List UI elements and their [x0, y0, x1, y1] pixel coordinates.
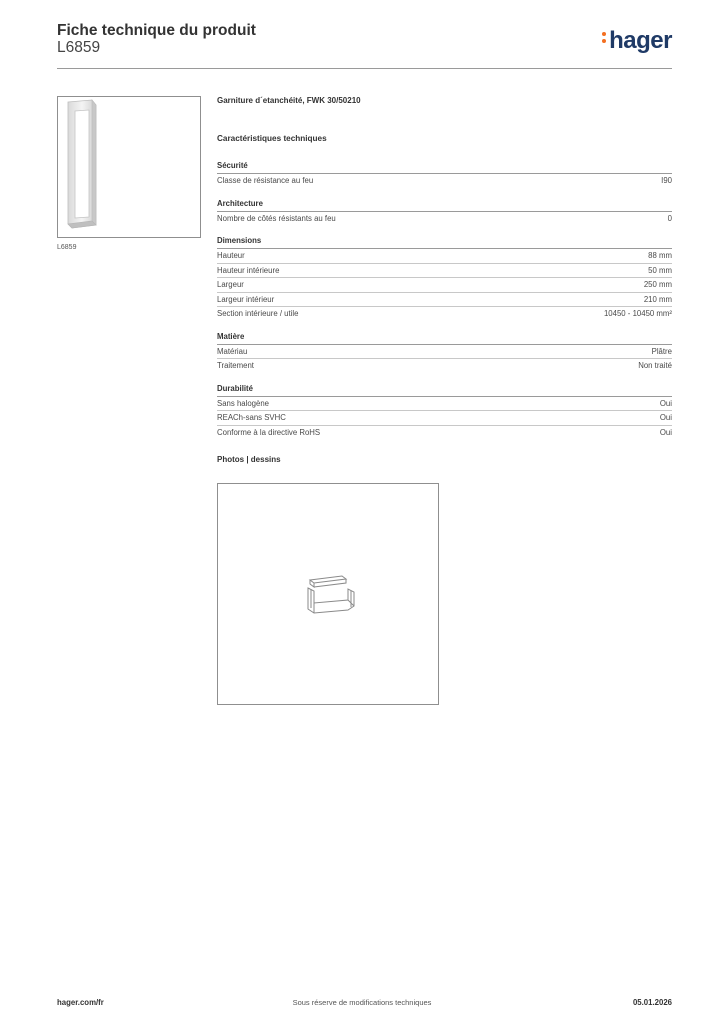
spec-label: REACh-sans SVHC — [217, 413, 286, 422]
spec-row — [217, 411, 672, 426]
footer-date: 05.01.2026 — [632, 998, 672, 1007]
logo-text: hager — [609, 27, 672, 54]
spec-value: Oui — [659, 413, 672, 422]
spec-label: Largeur intérieur — [217, 294, 275, 304]
group-title: Matière — [217, 332, 672, 345]
spec-value: Non traité — [638, 361, 672, 370]
spec-row — [217, 397, 672, 412]
spec-group-matiere — [217, 332, 672, 373]
spec-row — [217, 345, 672, 360]
photos-heading: Photos | dessins — [217, 455, 281, 464]
footer-disclaimer: Sous réserve de modifications techniques — [292, 998, 432, 1007]
spec-row — [217, 293, 672, 308]
hager-logo — [602, 27, 672, 55]
drawing-frame — [217, 483, 439, 705]
section-heading: Caractéristiques techniques — [217, 134, 327, 143]
spec-row — [217, 278, 672, 293]
spec-group-dimensions — [217, 236, 672, 321]
spec-row — [217, 249, 672, 264]
spec-value: Oui — [659, 427, 672, 437]
spec-value: 88 mm — [648, 251, 672, 260]
spec-row — [217, 359, 672, 373]
footer-website: hager.com/fr — [57, 998, 104, 1007]
product-code: L6859 — [57, 39, 101, 56]
spec-label: Nombre de côtés résistants au feu — [217, 213, 336, 223]
spec-label: Conforme à la directive RoHS — [217, 427, 321, 437]
group-title: Dimensions — [217, 236, 672, 249]
spec-row — [217, 264, 672, 279]
spec-label: Hauteur — [217, 251, 245, 260]
header-divider — [57, 68, 672, 69]
spec-row — [217, 426, 672, 440]
product-name: Garniture d´etanchéité, FWK 30/50210 — [217, 96, 361, 105]
spec-value: Plâtre — [651, 346, 672, 356]
spec-row — [217, 307, 672, 321]
specification-content — [217, 93, 672, 464]
spec-group-architecture — [217, 199, 672, 226]
spec-label: Matériau — [217, 346, 248, 356]
spec-row — [217, 174, 672, 188]
spec-row — [217, 212, 672, 226]
spec-value: 50 mm — [648, 265, 672, 275]
logo-dots-icon — [602, 29, 607, 46]
spec-label: Traitement — [217, 361, 254, 370]
spec-label: Sans halogène — [217, 398, 270, 408]
spec-value: Oui — [659, 398, 672, 408]
thumbnail-caption: L6859 — [57, 244, 77, 251]
group-title: Sécurité — [217, 161, 672, 174]
spec-group-securite — [217, 161, 672, 188]
spec-value: 10450 - 10450 mm² — [603, 309, 672, 318]
spec-label: Section intérieure / utile — [217, 309, 299, 318]
frame-seal-image — [58, 97, 200, 237]
spec-group-durabilite — [217, 384, 672, 440]
spec-label: Largeur — [217, 280, 244, 289]
spec-label: Classe de résistance au feu — [217, 176, 314, 185]
spec-value: I90 — [661, 176, 672, 185]
spec-value: 210 mm — [643, 294, 672, 304]
document-title: Fiche technique du produit — [57, 22, 256, 39]
group-title: Durabilité — [217, 384, 672, 397]
spec-value: 0 — [667, 213, 672, 223]
spec-label: Hauteur intérieure — [217, 265, 280, 275]
line-drawing-image — [218, 484, 438, 704]
product-thumbnail — [57, 96, 201, 238]
spec-value: 250 mm — [643, 280, 672, 289]
group-title: Architecture — [217, 199, 672, 212]
